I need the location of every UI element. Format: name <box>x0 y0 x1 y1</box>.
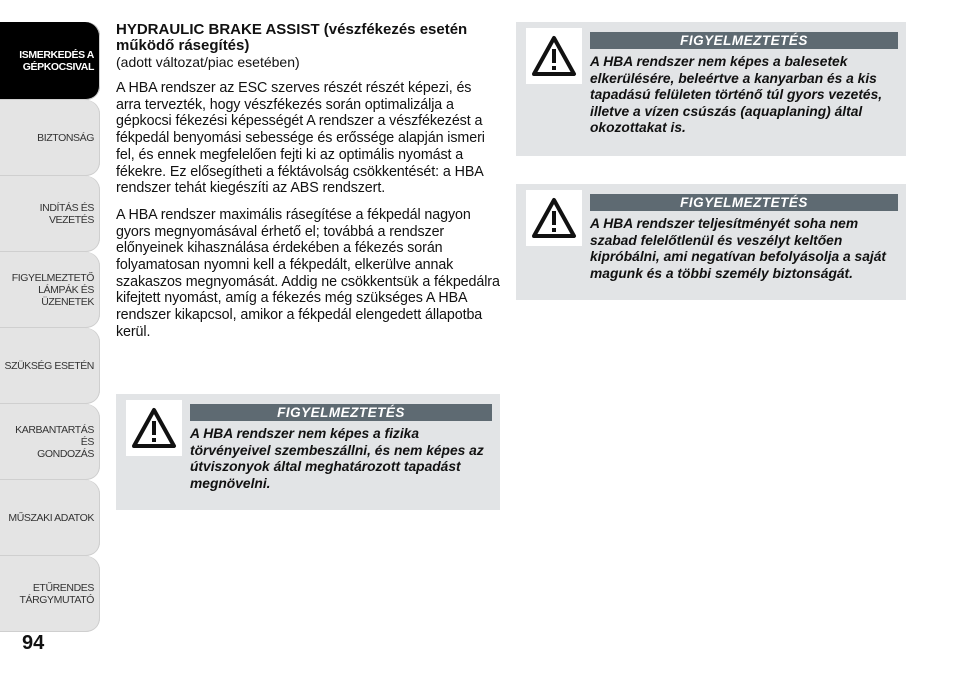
warning-header <box>126 402 492 460</box>
warning-title: FIGYELMEZTETÉS <box>190 404 492 421</box>
warning-triangle-icon <box>526 28 582 84</box>
warning-header <box>526 192 898 250</box>
tab-ismerkedes[interactable] <box>0 22 100 100</box>
paragraph: A HBA rendszer maximális rásegítése a fékpedál nagyon gyors megnyomásával érhető el; továbbá a rendszer előnyeinek kihasználása érdekében a fékezés során folyamatosan nyomni kell a fékpedált, elkerülve annak szakaszos megnyomását. Addig ne csökkentsük a fékpedálra kifejtett nyomást, amíg a fékezés még szükséges A HBA rendszer kikapcsol, amikor a fékpedál elengedett állapotba kerül. <box>116 206 500 340</box>
tab-biztonsag[interactable] <box>0 100 100 176</box>
warning-box <box>516 22 906 156</box>
warning-title: FIGYELMEZTETÉS <box>590 194 898 211</box>
warning-title: FIGYELMEZTETÉS <box>590 32 898 49</box>
warning-box <box>516 184 906 300</box>
warning-box <box>116 394 500 510</box>
section-heading <box>116 22 500 54</box>
warning-triangle-icon <box>126 400 182 456</box>
heading-title: HYDRAULIC BRAKE ASSIST <box>116 21 320 38</box>
tab-label: SZÜKSÉG ESETÉN <box>4 360 94 372</box>
warning-body: A HBA rendszer teljesítményét soha nem szabad felelőtlenül és veszélyt keltően kipróbálni, ami negatívan befolyásolja a saját magunk és a többi személy biztonságát. <box>590 216 886 281</box>
paragraph: A HBA rendszer az ESC szerves részét részét képezi, és arra tervezték, hogy vészfékezés során optimalizálja a gépkocsi fékezési képességét A rendszer a vészfékezést a fékpedál benyomási sebessége és erőssége alapján ismeri fel, és ennek megfelelően fejti ki az optimális nyomást a fékekre. Ez elősegítheti a féktávolság csökkentését: a HBA rendszer tehát kiegészíti az ABS rendszert. <box>116 80 485 197</box>
tab-label: MŰSZAKI ADATOK <box>8 512 94 524</box>
tab-label: KARBANTARTÁS ÉS GONDOZÁS <box>15 424 94 460</box>
tab-label: ETŰRENDES TÁRGYMUTATÓ <box>19 582 94 606</box>
tab-figyelmezteto[interactable] <box>0 252 100 328</box>
tab-szukseg[interactable] <box>0 328 100 404</box>
warning-header <box>526 30 898 88</box>
section-subheading: (adott változat/piac esetében) <box>116 54 300 70</box>
main-content <box>116 22 500 341</box>
tab-inditas[interactable] <box>0 176 100 252</box>
tab-label: BIZTONSÁG <box>37 132 94 144</box>
tab-label: FIGYELMEZTETŐ LÁMPÁK ÉS ÜZENETEK <box>11 272 94 308</box>
warning-triangle-icon <box>526 190 582 246</box>
tab-label: ISMERKEDÉS A GÉPKOCSIVAL <box>19 49 94 73</box>
page-number: 94 <box>22 632 45 654</box>
tab-label: INDÍTÁS ÉS VEZETÉS <box>39 202 94 226</box>
tab-karbantartas[interactable] <box>0 404 100 480</box>
tab-muszaki[interactable] <box>0 480 100 556</box>
tab-targymutato[interactable] <box>0 556 100 632</box>
warning-body: A HBA rendszer nem képes a fizika törvényeivel szembeszállni, és nem képes az útviszonyok által meghatározott tapadást megnövelni. <box>190 426 484 491</box>
heading-paren: (vészfékezés esetén működő rásegítés) <box>116 21 468 54</box>
warning-body: A HBA rendszer nem képes a balesetek elkerülésére, beleértve a kanyarban és a kis tapadású felületen történő túl gyors vezetés, illetve a vízen csúszás (aquaplaning) által okozottakat is. <box>590 54 883 135</box>
